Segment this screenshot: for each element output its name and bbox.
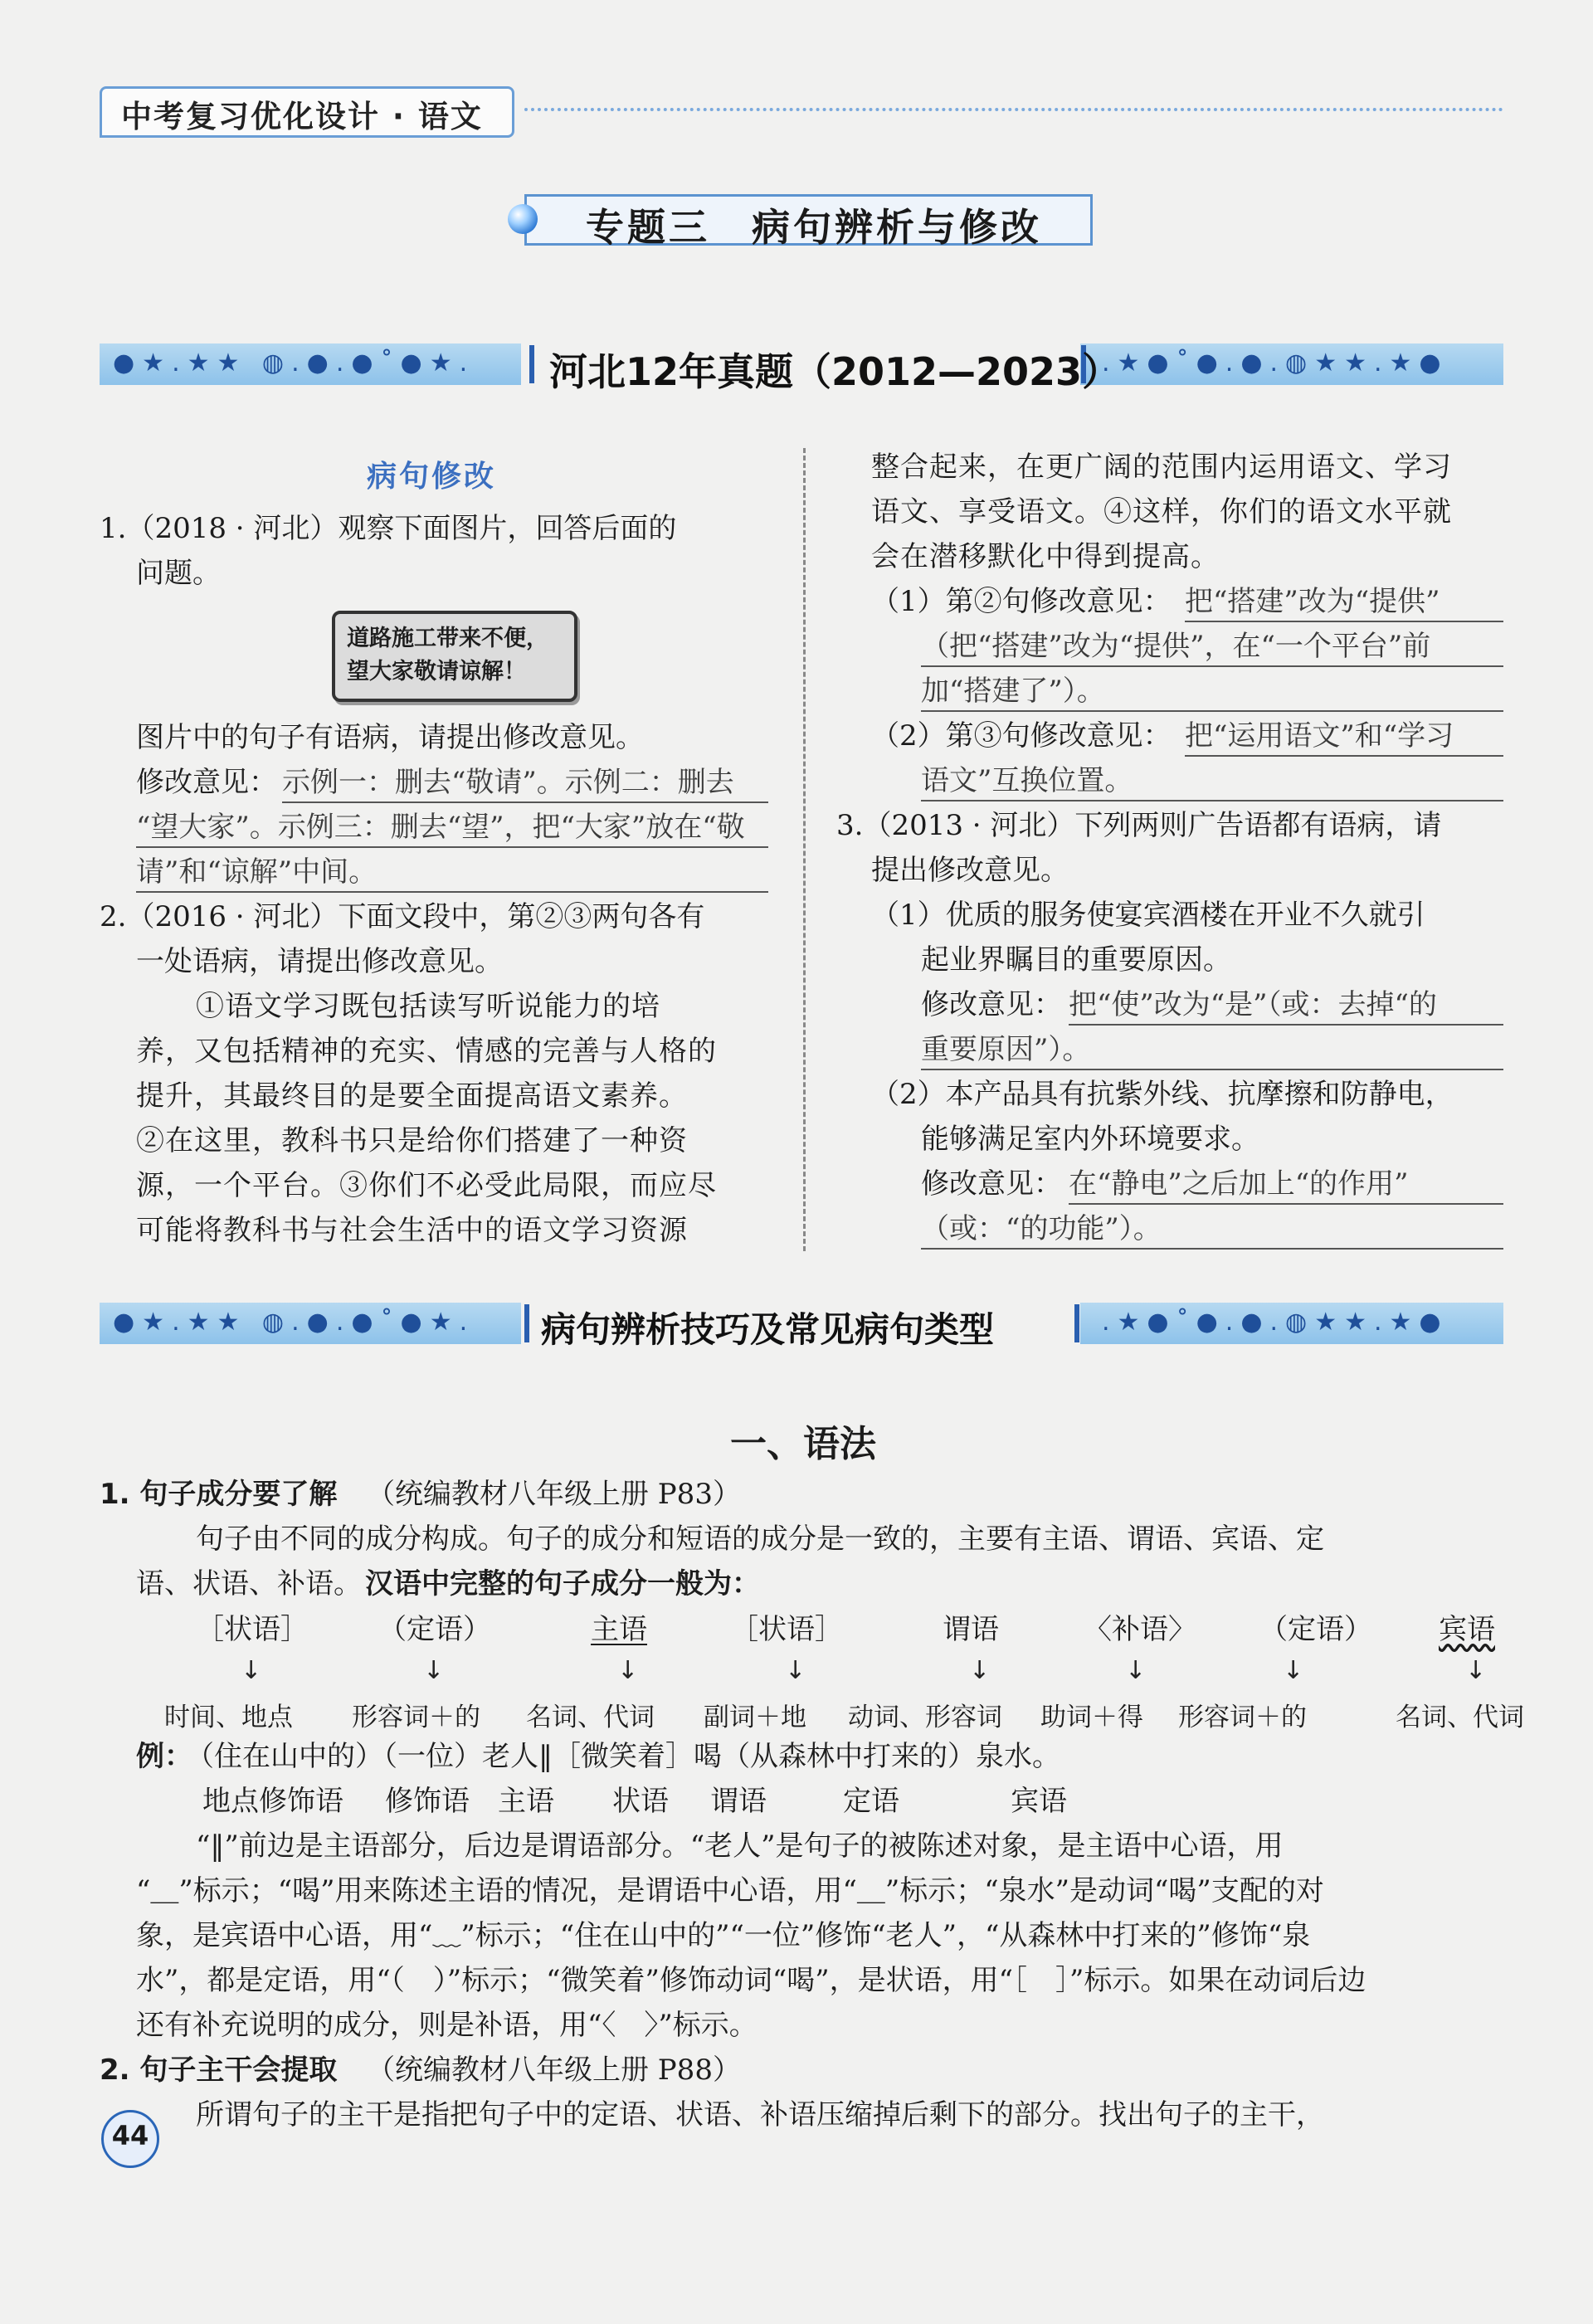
- answer-underline: [136, 846, 768, 848]
- question-3-line: 3.（2013 · 河北）下列两则广告语都有语病，请: [836, 809, 1442, 842]
- component-type: 形容词＋的: [1178, 1703, 1307, 1732]
- component-object: 宾语: [1439, 1613, 1495, 1646]
- paragraph-line: 所谓句子的主干是指把句子中的定语、状语、补语压缩掉后剩下的部分。找出句子的主干，: [196, 2098, 1324, 2132]
- explanation-line: “＿”标示；“喝”用来陈述主语的情况，是谓语中心语，用“＿”标示；“泉水”是动词“喝”支配的对: [136, 1874, 1324, 1907]
- ad-sentence-line: （2）本产品具有抗紫外线、抗摩擦和防静电，: [871, 1078, 1454, 1111]
- subsection-heading: 病句修改: [367, 460, 497, 494]
- sign-line: 望大家敬请谅解！: [347, 659, 526, 685]
- passage-line: ①语文学习既包括读写听说能力的培: [196, 990, 660, 1023]
- passage-line: 会在潜移默化中得到提高。: [871, 540, 1220, 573]
- topic-title: 专题三 病句辨析与修改: [586, 205, 1042, 250]
- answer-line: 在“静电”之后加上“的作用”: [1069, 1167, 1409, 1201]
- component-adverbial: ［状语］: [196, 1613, 309, 1646]
- answer-line: 语文”互换位置。: [921, 764, 1133, 797]
- answer-line: 请”和“谅解”中间。: [136, 855, 378, 889]
- question-3-line: 提出修改意见。: [871, 854, 1069, 887]
- sign-text: [347, 622, 548, 689]
- down-arrow-icon: ↓: [785, 1656, 806, 1685]
- stars-decoration-icon: ●★.★★ ◍.●.●˚●★.: [113, 348, 475, 378]
- answer-line: 重要原因”）。: [921, 1033, 1091, 1066]
- header-dotted-rule: [524, 108, 1503, 111]
- down-arrow-icon: ↓: [617, 1656, 639, 1685]
- sub-question-label: （2）第③句修改意见：: [871, 719, 1172, 753]
- stars-decoration-icon: .★●˚●.●.◍★★.★●: [1102, 1308, 1449, 1337]
- answer-underline: [921, 1248, 1503, 1250]
- example-annotation: 宾语: [1011, 1785, 1067, 1818]
- answer-line: （把“搭建”改为“提供”，在“一个平台”前: [921, 630, 1431, 663]
- answer-line: 把“搭建”改为“提供”: [1185, 585, 1440, 618]
- paragraph-line: 句子由不同的成分构成。句子的成分和短语的成分是一致的，主要有主语、谓语、宾语、定: [196, 1523, 1324, 1556]
- down-arrow-icon: ↓: [1283, 1656, 1304, 1685]
- answer-line: （或：“的功能”）。: [921, 1212, 1162, 1245]
- answer-underline: [921, 710, 1503, 712]
- example-annotation: 地点修饰语: [202, 1785, 343, 1818]
- passage-line: 养，又包括精神的充实、情感的完善与人格的: [136, 1035, 717, 1068]
- example-annotation: 状语: [612, 1785, 669, 1818]
- answer-underline: [1069, 1024, 1503, 1026]
- answer-label: 修改意见：: [136, 766, 277, 799]
- stars-decoration-icon: .★●˚●.●.◍★★.★●: [1102, 348, 1449, 378]
- book-title: 中考复习优化设计 · 语文: [121, 99, 483, 134]
- example-label: 例：: [136, 1740, 192, 1773]
- banner-bar: [524, 1304, 529, 1342]
- answer-underline: [1069, 1203, 1503, 1205]
- component-type: 副词＋地: [704, 1703, 806, 1732]
- example-annotation: 修饰语: [385, 1785, 470, 1818]
- explanation-line: 还有补充说明的成分，则是补语，用“〈 〉”标示。: [136, 2009, 758, 2042]
- component-type: 名词、代词: [1396, 1703, 1524, 1732]
- down-arrow-icon: ↓: [423, 1656, 445, 1685]
- example-annotation: 谓语: [710, 1785, 767, 1818]
- sub-question-label: （1）第②句修改意见：: [871, 585, 1172, 618]
- item-2-reference: （统编教材八年级上册 P88）: [367, 2054, 741, 2087]
- component-complement: 〈补语〉: [1084, 1613, 1196, 1646]
- component-adverbial: ［状语］: [730, 1613, 843, 1646]
- section-heading: 一、语法: [730, 1423, 876, 1465]
- answer-line: 把“运用语文”和“学习: [1185, 719, 1454, 753]
- page-number: 44: [111, 2120, 149, 2151]
- passage-line: 语文、享受语文。④这样，你们的语文水平就: [871, 495, 1452, 529]
- explanation-line: “‖”前边是主语部分，后边是谓语部分。“老人”是句子的被陈述对象，是主语中心语，用: [196, 1829, 1284, 1863]
- component-type: 名词、代词: [526, 1703, 655, 1732]
- component-type: 形容词＋的: [352, 1703, 480, 1732]
- down-arrow-icon: ↓: [1465, 1656, 1487, 1685]
- component-type: 时间、地点: [164, 1703, 293, 1732]
- answer-underline: [1185, 621, 1503, 622]
- answer-underline: [1185, 755, 1503, 757]
- answer-underline: [921, 665, 1503, 667]
- passage-line: 可能将教科书与社会生活中的语文学习资源: [136, 1214, 688, 1247]
- down-arrow-icon: ↓: [241, 1656, 262, 1685]
- question-1-line: 1.（2018 · 河北）观察下面图片，回答后面的: [100, 512, 677, 545]
- passage-line: 提升，其最终目的是要全面提高语文素养。: [136, 1079, 688, 1113]
- banner-bar: [1074, 1304, 1079, 1342]
- answer-label: 修改意见：: [921, 988, 1062, 1021]
- question-2-line: 一处语病，请提出修改意见。: [136, 945, 503, 978]
- stars-decoration-icon: ●★.★★ ◍.●.●˚●★.: [113, 1308, 475, 1337]
- example-sentence: （住在山中的）（一位）老人‖［微笑着］喝（从森林中打来的）泉水。: [186, 1740, 1060, 1773]
- down-arrow-icon: ↓: [1125, 1656, 1147, 1685]
- section-banner-techniques: [100, 1303, 1503, 1350]
- ad-sentence-line: 能够满足室内外环境要求。: [921, 1123, 1259, 1156]
- banner-bar: [529, 345, 534, 383]
- passage-line: 整合起来，在更广阔的范围内运用语文、学习: [871, 451, 1452, 484]
- answer-underline: [136, 891, 768, 893]
- down-arrow-icon: ↓: [969, 1656, 991, 1685]
- question-1-prompt: 图片中的句子有语病，请提出修改意见。: [136, 721, 644, 754]
- question-1-line: 问题。: [136, 557, 221, 590]
- component-attributive: （定语）: [378, 1613, 491, 1646]
- column-divider: [803, 448, 806, 1251]
- answer-line: 把“使”改为“是”（或：去掉“的: [1069, 988, 1437, 1021]
- example-annotation: 定语: [843, 1785, 899, 1818]
- component-subject: 主语: [591, 1613, 647, 1646]
- item-1-title: 1. 句子成分要了解: [100, 1478, 338, 1511]
- answer-underline: [921, 1069, 1503, 1070]
- component-predicate: 谓语: [943, 1613, 999, 1646]
- passage-line: 源，一个平台。③你们不必受此局限，而应尽: [136, 1169, 717, 1202]
- component-attributive: （定语）: [1259, 1613, 1372, 1646]
- example-annotation: 主语: [498, 1785, 554, 1818]
- component-type: 助词＋得: [1040, 1703, 1143, 1732]
- section-banner-real-exams: [100, 343, 1503, 394]
- answer-underline: [921, 800, 1503, 801]
- component-type: 动词、形容词: [848, 1703, 1002, 1732]
- ad-sentence-line: （1）优质的服务使宴宾酒楼在开业不久就引: [871, 899, 1425, 932]
- explanation-line: 水”，都是定语，用“（ ）”标示；“微笑着”修饰动词“喝”，是状语，用“［ ］”标示。如果在动词后边: [136, 1964, 1366, 1997]
- sign-line: 道路施工带来不便，: [347, 626, 548, 651]
- question-2-line: 2.（2016 · 河北）下面文段中，第②③两句各有: [100, 900, 705, 933]
- item-2-title: 2. 句子主干会提取: [100, 2054, 338, 2087]
- paragraph-line: 语、状语、补语。: [136, 1567, 362, 1600]
- ad-sentence-line: 起业界瞩目的重要原因。: [921, 943, 1231, 977]
- banner-title: 病句辨析技巧及常见病句类型: [541, 1309, 995, 1350]
- passage-line: ②在这里，教科书只是给你们搭建了一种资: [136, 1124, 688, 1157]
- answer-line: “望大家”。示例三：删去“望”，把“大家”放在“敬: [136, 811, 745, 844]
- explanation-line: 象，是宾语中心语，用“﹏”标示；“住在山中的”“一位”修饰“老人”，“从森林中打来的”修饰“泉: [136, 1919, 1311, 1952]
- answer-line: 加“搭建了”）。: [921, 675, 1105, 708]
- answer-underline: [282, 801, 768, 803]
- bold-statement: 汉语中完整的句子成分一般为：: [365, 1567, 760, 1600]
- banner-title: 河北12年真题（2012—2023）: [549, 349, 1121, 394]
- item-1-reference: （统编教材八年级上册 P83）: [367, 1478, 741, 1511]
- answer-label: 修改意见：: [921, 1167, 1062, 1201]
- answer-line: 示例一：删去“敬请”。示例二：删去: [282, 766, 734, 799]
- orb-icon: [508, 204, 538, 234]
